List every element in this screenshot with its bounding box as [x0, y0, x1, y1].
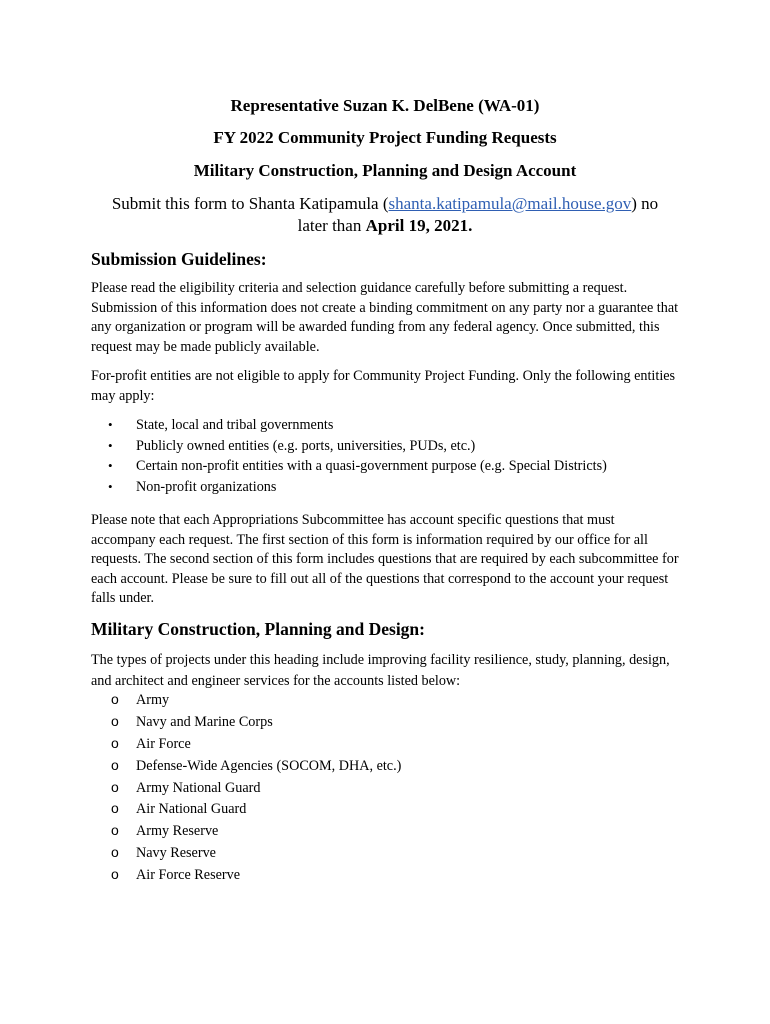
list-item: o Army	[108, 690, 401, 712]
open-bullet-icon: o	[111, 822, 119, 839]
guidelines-paragraph-3: Please note that each Appropriations Subcommittee has account specific questions that must accompany each request. The first section of this form is information required by our office for all requests. The second section of this form includes questions that are required by each subcommittee for each account. Please be sure to fill out all of the questions that correspond to the account your request falls under.	[91, 512, 679, 607]
list-item: • State, local and tribal governments	[108, 415, 607, 436]
milcon-heading: Military Construction, Planning and Design:	[91, 619, 425, 639]
deadline-date: April 19, 2021.	[365, 216, 473, 235]
open-bullet-icon: o	[111, 691, 119, 707]
submit-line-1	[0, 193, 770, 215]
account-list	[108, 690, 401, 887]
contact-email-link[interactable]: shanta.katipamula@mail.house.gov	[388, 194, 632, 213]
list-item: o Navy Reserve	[108, 843, 401, 865]
open-bullet-icon: o	[111, 844, 119, 861]
submit-instructions	[0, 193, 770, 237]
list-item: o Defense-Wide Agencies (SOCOM, DHA, etc.)	[108, 756, 401, 778]
open-bullet-icon: o	[111, 756, 119, 773]
bullet-icon: •	[108, 437, 113, 453]
list-item: • Publicly owned entities (e.g. ports, universities, PUDs, etc.)	[108, 436, 607, 457]
milcon-intro: The types of projects under this heading include improving facility resilience, study, planning, design, and architect and engineer services for the accounts listed below:	[91, 652, 670, 689]
header-account-title: Military Construction, Planning and Design Account	[193, 161, 577, 180]
bullet-icon: •	[108, 478, 113, 494]
bullet-icon: •	[108, 417, 113, 432]
open-bullet-icon: o	[111, 866, 119, 883]
list-item: • Non-profit organizations	[108, 477, 607, 498]
deadline-prefix: later than	[297, 216, 366, 235]
list-item: o Army Reserve	[108, 821, 401, 843]
open-bullet-icon: o	[111, 800, 119, 817]
submission-guidelines-heading: Submission Guidelines:	[91, 249, 267, 269]
open-bullet-icon: o	[111, 778, 119, 795]
header-fy-title: FY 2022 Community Project Funding Requests	[213, 128, 557, 147]
list-item: • Certain non-profit entities with a quasi-government purpose (e.g. Special Districts)	[108, 456, 607, 477]
submit-suffix: ) no	[631, 194, 659, 213]
guidelines-paragraph-2: For-profit entities are not eligible to apply for Community Project Funding. Only the following entities may apply:	[91, 368, 676, 404]
eligible-entities-list	[108, 415, 607, 497]
list-item: o Air Force Reserve	[108, 865, 401, 887]
submit-prefix: Submit this form to Shanta Katipamula (	[111, 194, 389, 213]
open-bullet-icon: o	[111, 712, 119, 729]
submit-line-2	[0, 215, 770, 237]
list-item: o Air National Guard	[108, 799, 401, 821]
guidelines-paragraph-1: Please read the eligibility criteria and selection guidance carefully before submitting a request. Submission of this information does not create a binding commitment on any party nor a guarantee that any organization or program will be awarded funding from any federal agency. Once submitted, this request may be made publicly available.	[91, 280, 679, 355]
list-item: o Navy and Marine Corps	[108, 712, 401, 734]
bullet-icon: •	[108, 458, 113, 473]
open-bullet-icon: o	[111, 734, 119, 751]
list-item: o Air Force	[108, 734, 401, 756]
list-item: o Army National Guard	[108, 778, 401, 800]
header-representative: Representative Suzan K. DelBene (WA-01)	[230, 96, 540, 115]
